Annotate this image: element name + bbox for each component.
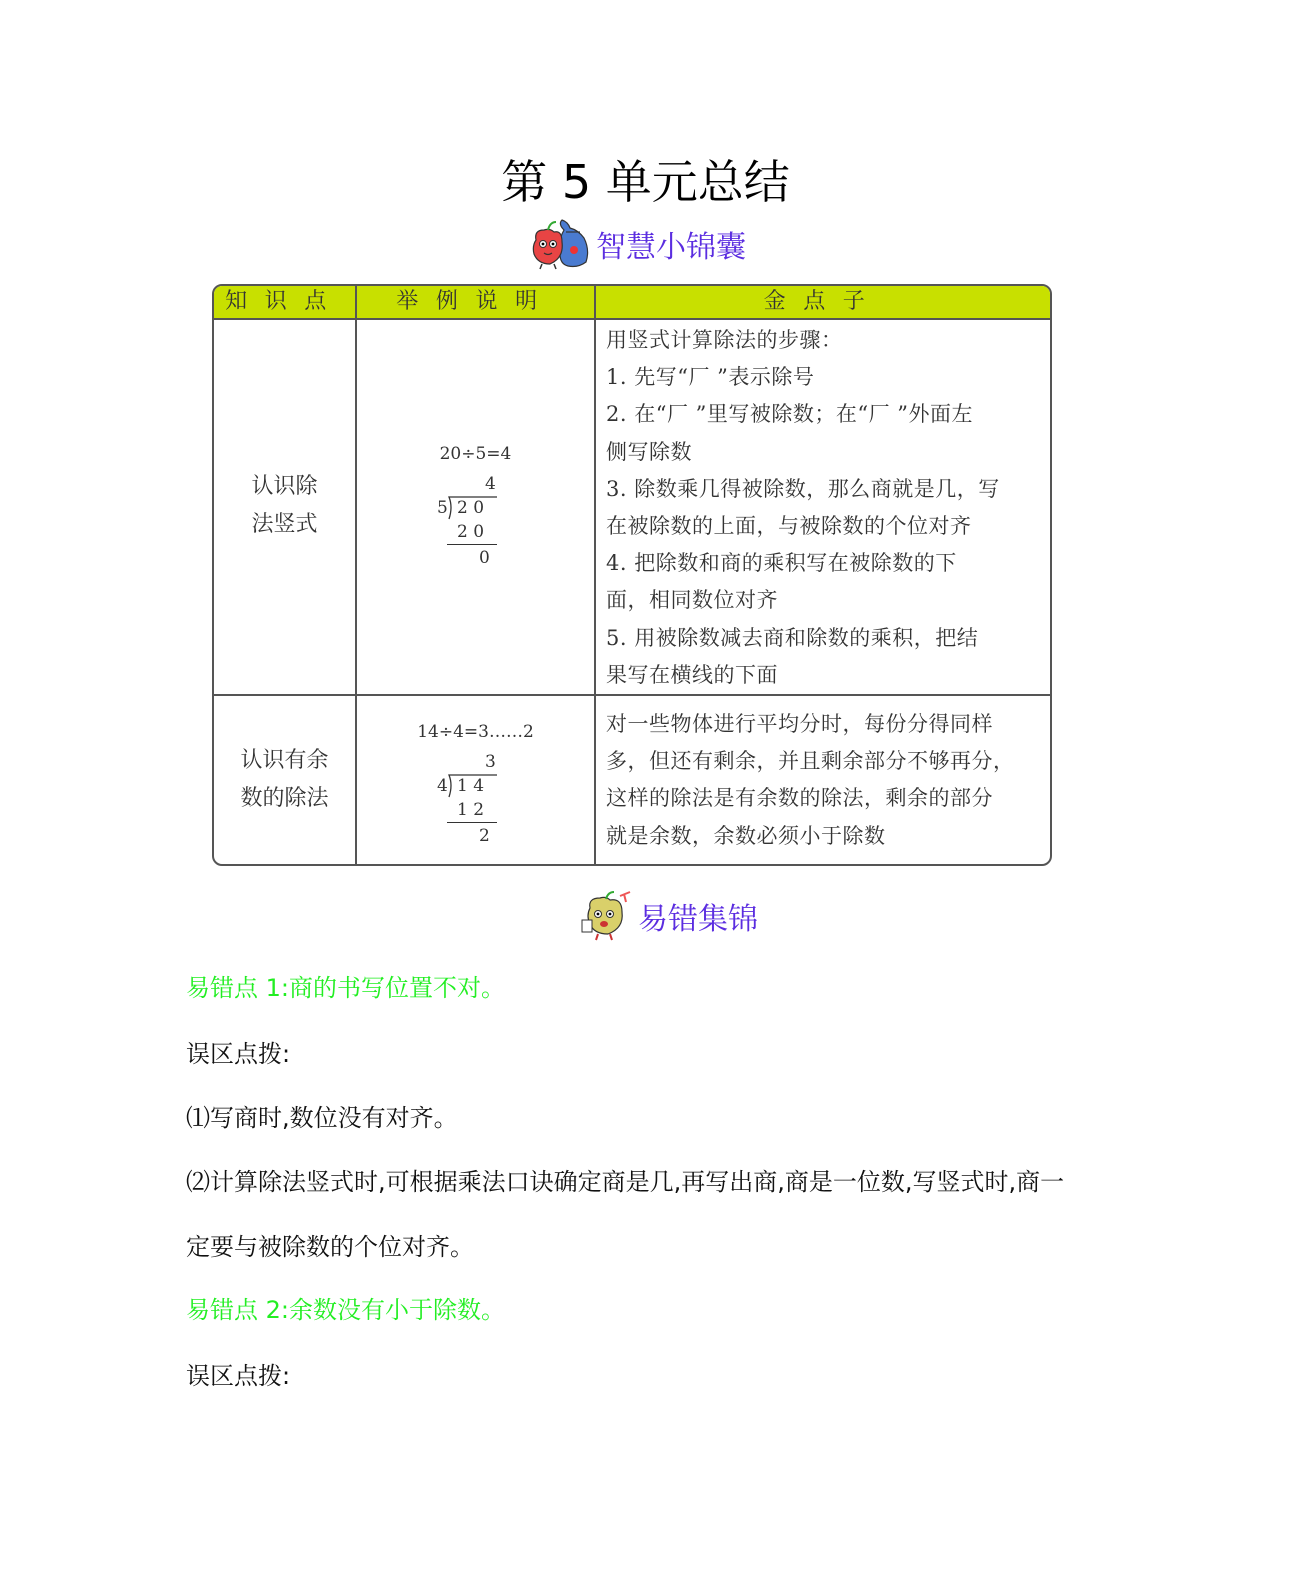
mistake-hint-2: 误区点拨: [186,1362,291,1390]
mistake-point-2: 易错点 2:余数没有小于除数。 [186,1296,505,1324]
mistake-hint-1: 误区点拨: [186,1040,291,1068]
tip-line: 面，相同数位对齐 [606,588,778,613]
topic-line: 认识除 [251,474,318,499]
tips-cell [596,696,1050,864]
page-title: 第 5 单元总结 [501,155,790,209]
example-cell [357,318,596,694]
table-row [214,696,1050,864]
topic-line: 法竖式 [251,512,318,537]
apple-and-bag-mascot-icon [528,218,592,270]
topic-cell [214,318,357,694]
topic-text [240,468,330,544]
tip-line: 3. 除数乘几得被除数，那么商就是几，写 [606,476,1000,501]
tip-line: 多，但还有剩余，并且剩余部分不够再分， [606,749,1015,774]
section-label-tips: 智慧小锦囊 [596,230,746,265]
section-label-mistakes: 易错集锦 [638,902,758,937]
section-heading-tips [528,214,746,274]
mistake-item-1: ⑴写商时,数位没有对齐。 [186,1104,458,1132]
subtraction-line [447,544,497,545]
dividend: 2 0 [457,498,485,518]
divisor: 4 [437,776,448,796]
mistake-item-2-line-1: ⑵计算除法竖式时,可根据乘法口诀确定商是几,再写出商,商是一位数,写竖式时,商一 [186,1168,1065,1196]
tip-line: 4. 把除数和商的乘积写在被除数的下 [606,551,957,576]
apple-mascot-icon [580,890,634,942]
long-division [437,470,537,610]
section-heading-mistakes [580,886,758,946]
divisor: 5 [437,498,448,518]
tip-line: 这样的除法是有余数的除法，剩余的部分 [606,786,993,811]
tip-line: 5. 用被除数减去商和除数的乘积，把结 [606,625,979,650]
topic-cell [214,696,357,864]
example-equation: 20÷5=4 [439,444,512,464]
header-knowledge-point: 知识点 [214,286,357,318]
table-header [214,286,1050,320]
table-row [214,318,1050,696]
tip-line: 果写在横线的下面 [606,662,778,687]
header-golden-tips: 金点子 [763,289,883,314]
quotient: 3 [485,752,496,772]
product: 2 0 [457,522,485,542]
remainder: 2 [479,826,490,846]
tip-line: 对一些物体进行平均分时，每份分得同样 [606,712,993,736]
tip-line: 1. 先写“厂 ”表示除号 [606,365,815,390]
tip-line: 就是余数，余数必须小于除数 [606,823,886,848]
subtraction-line [447,822,497,823]
dividend: 1 4 [457,776,485,796]
knowledge-table [212,284,1052,866]
product: 1 2 [457,800,485,820]
mistake-item-2-line-2: 定要与被除数的个位对齐。 [186,1233,474,1261]
tip-line: 用竖式计算除法的步骤： [606,328,843,352]
header-example: 举例说明 [357,286,596,318]
mistake-point-1: 易错点 1:商的书写位置不对。 [186,974,505,1002]
example-equation: 14÷4=3……2 [417,722,534,742]
topic-line: 认识有余 [240,748,329,773]
remainder: 0 [479,548,490,568]
example-cell [357,696,596,864]
tip-line: 在被除数的上面，与被除数的个位对齐 [606,514,972,539]
long-division [437,748,537,858]
topic-text [235,742,335,818]
tips-cell [596,318,1050,694]
tip-line: 侧写除数 [606,439,692,464]
topic-line: 数的除法 [240,786,329,811]
quotient: 4 [485,474,496,494]
tip-line: 2. 在“厂 ”里写被除数；在“厂 ”外面左 [606,402,974,427]
